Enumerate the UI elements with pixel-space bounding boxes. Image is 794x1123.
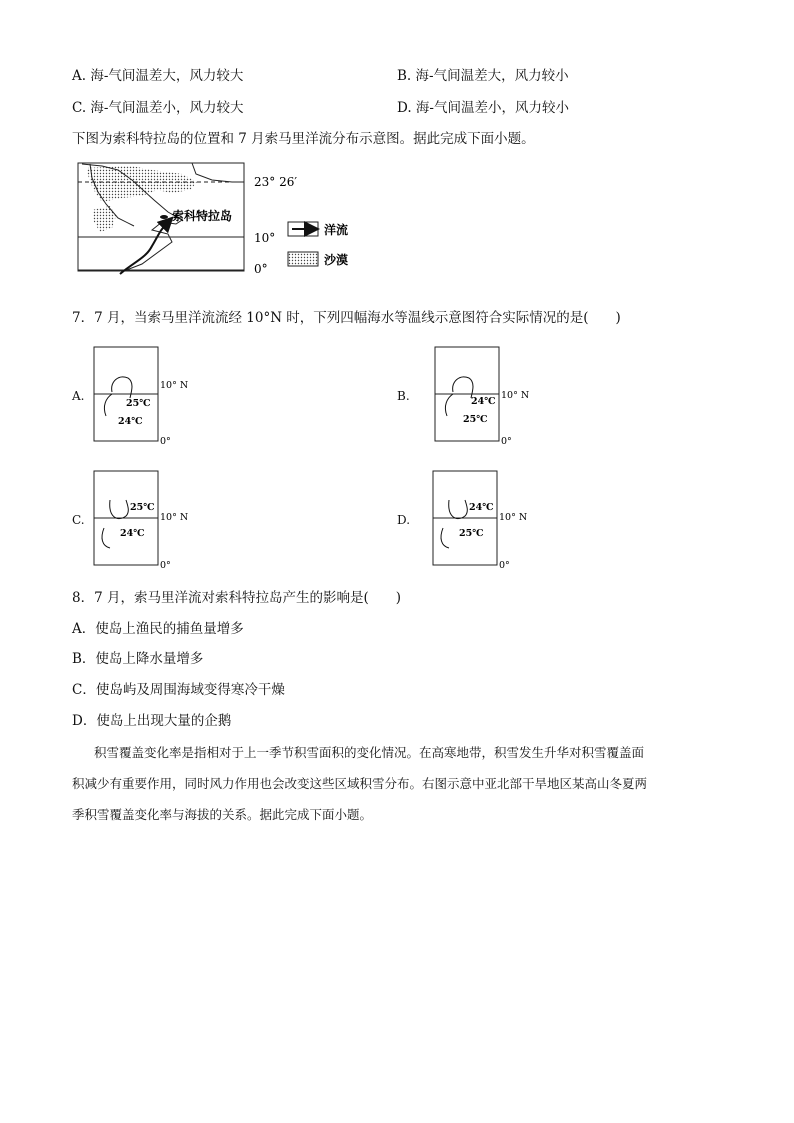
socotra-island: [160, 215, 168, 219]
island-label: 索科特拉岛: [172, 209, 233, 223]
panel-a-lower-label: 24℃: [118, 416, 143, 427]
panel-d-upper-label: 24℃: [469, 502, 494, 513]
passage-line-1: 积雪覆盖变化率是指相对于上一季节积雪面积的变化情况。在高寒地带，积雪发生升华对积雪覆盖面: [94, 745, 645, 760]
lat-label-tropic: 23° 26′: [254, 175, 298, 189]
panel-b-lower-label: 25℃: [463, 414, 488, 425]
q7-panel-d-letter: D.: [397, 513, 411, 527]
legend-current-label: 洋流: [324, 223, 349, 237]
q6-option-d: D. 海-气间温差小，风力较小: [397, 100, 569, 116]
q7-stem: 7．7 月，当索马里洋流流经 10°N 时，下列四幅海水等温线示意图符合实际情况的是( ): [72, 310, 621, 326]
q7-panel-c-letter: C.: [72, 513, 85, 527]
q8-option-d: D．使岛上出现大量的企鹅: [72, 713, 232, 729]
q7-panel-b-letter: B.: [397, 389, 410, 403]
q6-option-c: C. 海-气间温差小，风力较大: [72, 100, 244, 116]
q7-panel-b: [433, 346, 543, 446]
passage-line-3: 季积雪覆盖变化率与海拔的关系。据此完成下面小题。: [72, 807, 373, 822]
panel-b-lat-0: 0°: [501, 436, 512, 446]
q7-panel-c: [92, 470, 202, 570]
lat-label-10: 10°: [254, 231, 276, 245]
panel-a-lat-0: 0°: [160, 436, 171, 446]
somali-current-map: [72, 160, 372, 280]
panel-c-lower-label: 24℃: [120, 528, 145, 539]
passage-line-2: 积减少有重要作用，同时风力作用也会改变这些区域积雪分布。右图示意中亚北部干旱地区某高山冬夏两: [72, 776, 648, 791]
panel-d-lower-label: 25℃: [459, 528, 484, 539]
q8-option-b: B．使岛上降水量增多: [72, 651, 204, 667]
panel-c-lat-10n: 10° N: [160, 512, 189, 523]
legend-desert-label: 沙漠: [324, 253, 349, 267]
q7-panel-a-letter: A.: [72, 389, 85, 403]
q7-panel-a: [92, 346, 202, 446]
panel-b-lat-10n: 10° N: [501, 390, 530, 401]
panel-a-lat-10n: 10° N: [160, 380, 189, 391]
q6-option-b: B. 海-气间温差大，风力较小: [397, 68, 569, 84]
panel-c-lat-0: 0°: [160, 560, 171, 570]
panel-d-lat-0: 0°: [499, 560, 510, 570]
panel-d-lat-10n: 10° N: [499, 512, 528, 523]
panel-c-upper-label: 25℃: [130, 502, 155, 513]
panel-b-upper-label: 24℃: [471, 396, 496, 407]
q7-panel-d: [431, 470, 541, 570]
q6-option-a: A. 海-气间温差大，风力较大: [72, 68, 244, 84]
q8-stem: 8．7 月，索马里洋流对索科特拉岛产生的影响是( ): [72, 590, 402, 606]
legend-desert-swatch: [288, 252, 318, 266]
q8-option-a: A．使岛上渔民的捕鱼量增多: [72, 621, 244, 637]
q8-option-c: C．使岛屿及周围海域变得寒冷干燥: [72, 682, 285, 698]
panel-a-upper-label: 25℃: [126, 398, 151, 409]
map-intro-text: 下图为索科特拉岛的位置和 7 月索马里洋流分布示意图。据此完成下面小题。: [72, 131, 535, 147]
lat-label-0: 0°: [254, 262, 268, 276]
